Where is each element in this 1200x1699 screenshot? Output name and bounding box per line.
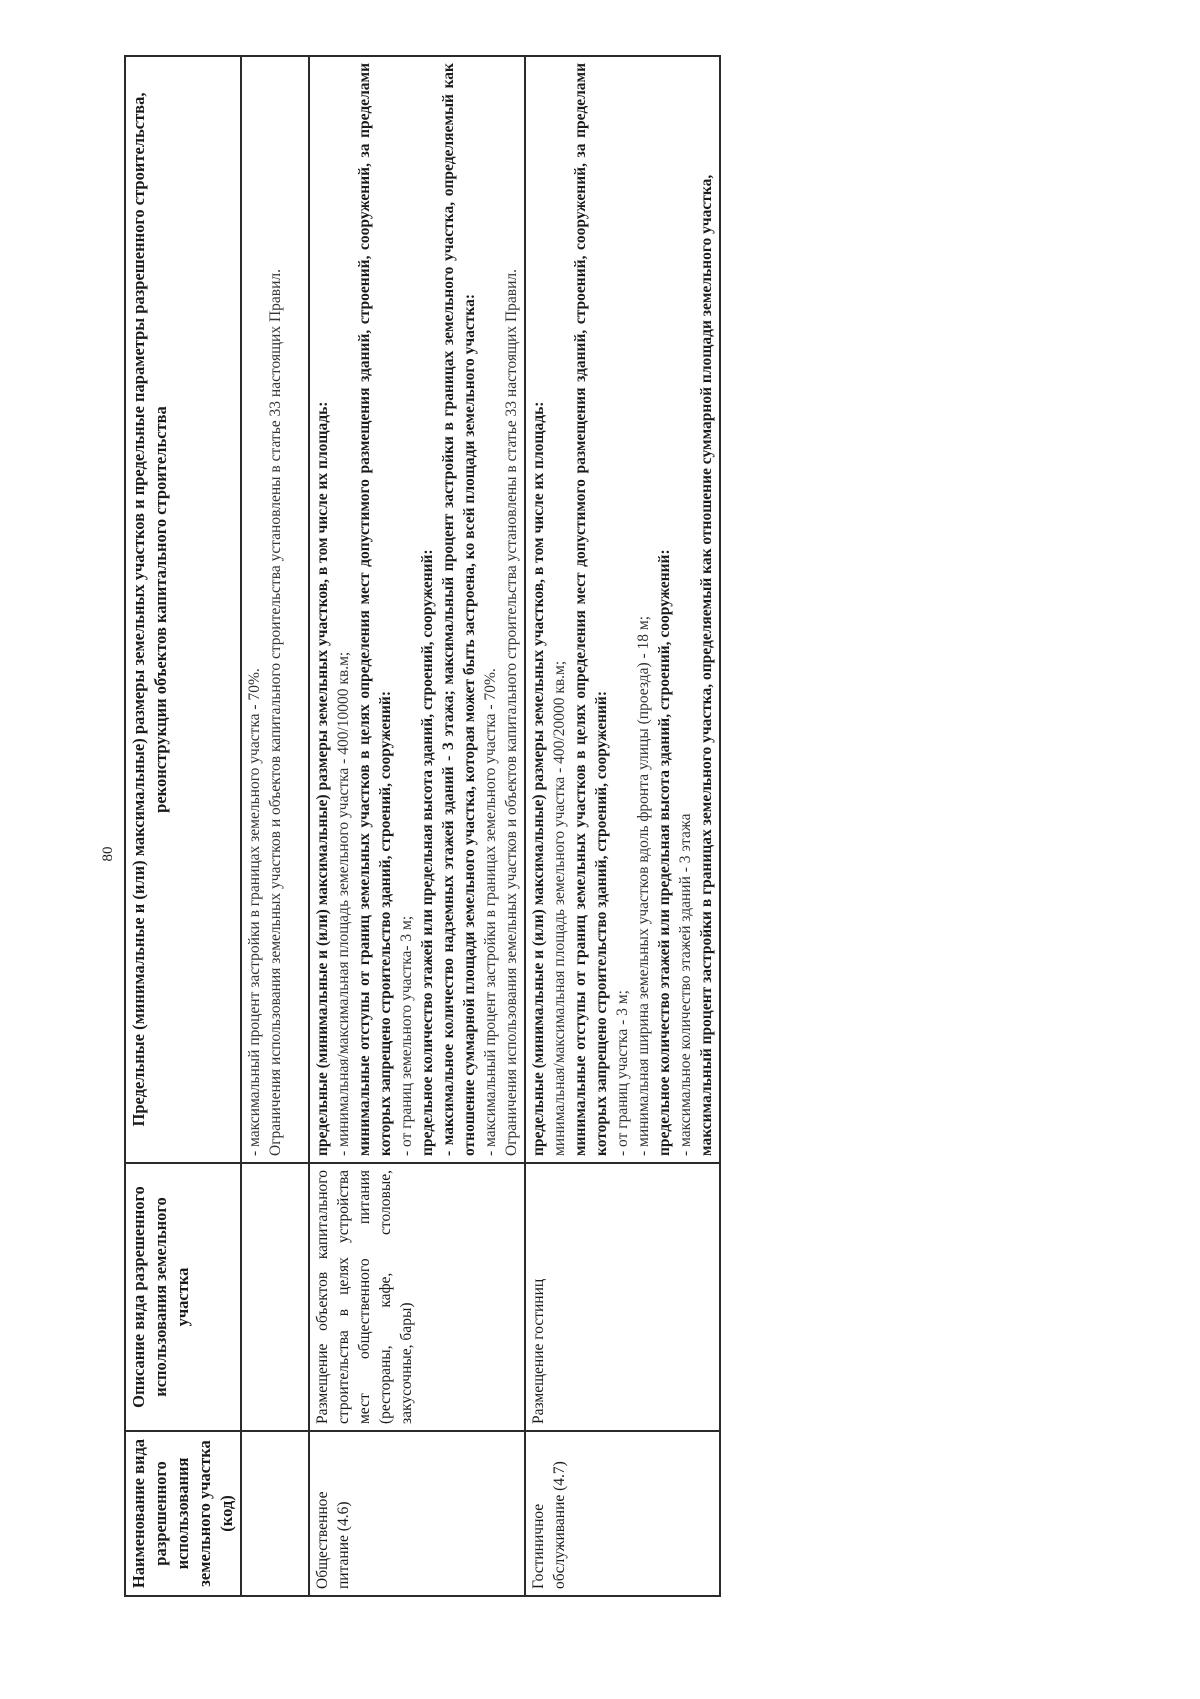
parameter-line: - максимальный процент застройки в границах земельного участка - 70%. xyxy=(246,668,263,1156)
parameter-line: максимальный процент застройки в границах земельного участка, определяемый как отношение суммарной площади земельного участка, xyxy=(698,174,715,1156)
use-description-cell xyxy=(241,1163,309,1431)
parameter-line: предельное количество этажей или предельная высота зданий, строений, сооружений: xyxy=(419,549,436,1156)
page-number: 80 xyxy=(100,846,116,862)
parameter-line: предельное количество этажей или предельная высота зданий, строений, сооружений: xyxy=(656,549,673,1156)
use-name-cell xyxy=(241,1431,309,1596)
parameter-line: - минимальная/максимальная площадь земельного участка - 400/10000 кв.м; xyxy=(335,651,352,1156)
use-name-cell: Общественное питание (4.6) xyxy=(309,1431,525,1596)
regulations-table xyxy=(124,55,721,1597)
parameters-cell xyxy=(241,56,309,1163)
table-row xyxy=(309,56,525,1596)
header-use-description: Описание вида разрешенного использования земельного участка xyxy=(125,1163,241,1431)
table-row xyxy=(525,56,720,1596)
parameter-line: Ограничения использования земельных участков и объектов капитального строительства установлены в статье 33 настоящих Правил. xyxy=(267,268,284,1156)
parameter-line: - от границ участка - 3 м; xyxy=(614,990,631,1156)
parameter-line: минимальные отступы от границ земельных участков в целях определения мест допустимого размещения зданий, строений, сооружений, за пределами которых запрещено строительство зданий, строений, сооружений: xyxy=(356,63,394,1156)
parameter-line: предельные (минимальные и (или) максимальные) размеры земельных участков, в том числе их площадь: xyxy=(530,401,547,1156)
header-use-name: Наименование вида разрешенного использования земельного участка (код) xyxy=(125,1431,241,1596)
use-description-cell: Размещение объектов капитального строительства в целях устройства мест общественного питания (рестораны, кафе, столовые, закусочные, бары) xyxy=(309,1163,525,1431)
parameter-line: - максимальное количество этажей зданий - 3 этажа xyxy=(677,813,694,1156)
parameters-cell xyxy=(525,56,720,1163)
parameter-line: минимальная/максимальная площадь земельного участка - 400/20000 кв.м; xyxy=(551,660,568,1156)
parameter-line: предельные (минимальные и (или) максимальные) размеры земельных участков, в том числе их площадь: xyxy=(314,401,331,1156)
table-row xyxy=(241,56,309,1596)
header-parameters: Предельные (минимальные и (или) максимальные) размеры земельных участков и предельные параметры разрешенного строительства, реконструкции объектов капитального строительства xyxy=(125,56,241,1163)
use-description-cell: Размещение гостиниц xyxy=(525,1163,720,1431)
parameter-line: - максимальное количество надземных этажей зданий - 3 этажа; максимальный процент застройки в границах земельного участка, определяемый как отношение суммарной площади земельного участка, которая может быть застроена, ко всей площади земельного участка: xyxy=(440,63,478,1156)
use-name-cell: Гостиничное обслуживание (4.7) xyxy=(525,1431,720,1596)
parameter-line: - минимальная ширина земельных участков вдоль фронта улицы (проезда) - 18 м; xyxy=(635,615,652,1156)
parameter-line: - от границ земельного участка- 3 м; xyxy=(398,915,415,1156)
parameters-cell xyxy=(309,56,525,1163)
parameter-line: Ограничения использования земельных участков и объектов капитального строительства установлены в статье 33 настоящих Правил. xyxy=(503,268,520,1156)
rotated-page xyxy=(0,9,1200,1699)
parameter-line: - максимальный процент застройки в границах земельного участка - 70%. xyxy=(482,668,499,1156)
table-header-row xyxy=(125,56,241,1596)
parameter-line: минимальные отступы от границ земельных участков в целях определения мест допустимого размещения зданий, строений, сооружений, за пределами которых запрещено строительство зданий, строений, сооружений: xyxy=(572,63,610,1156)
